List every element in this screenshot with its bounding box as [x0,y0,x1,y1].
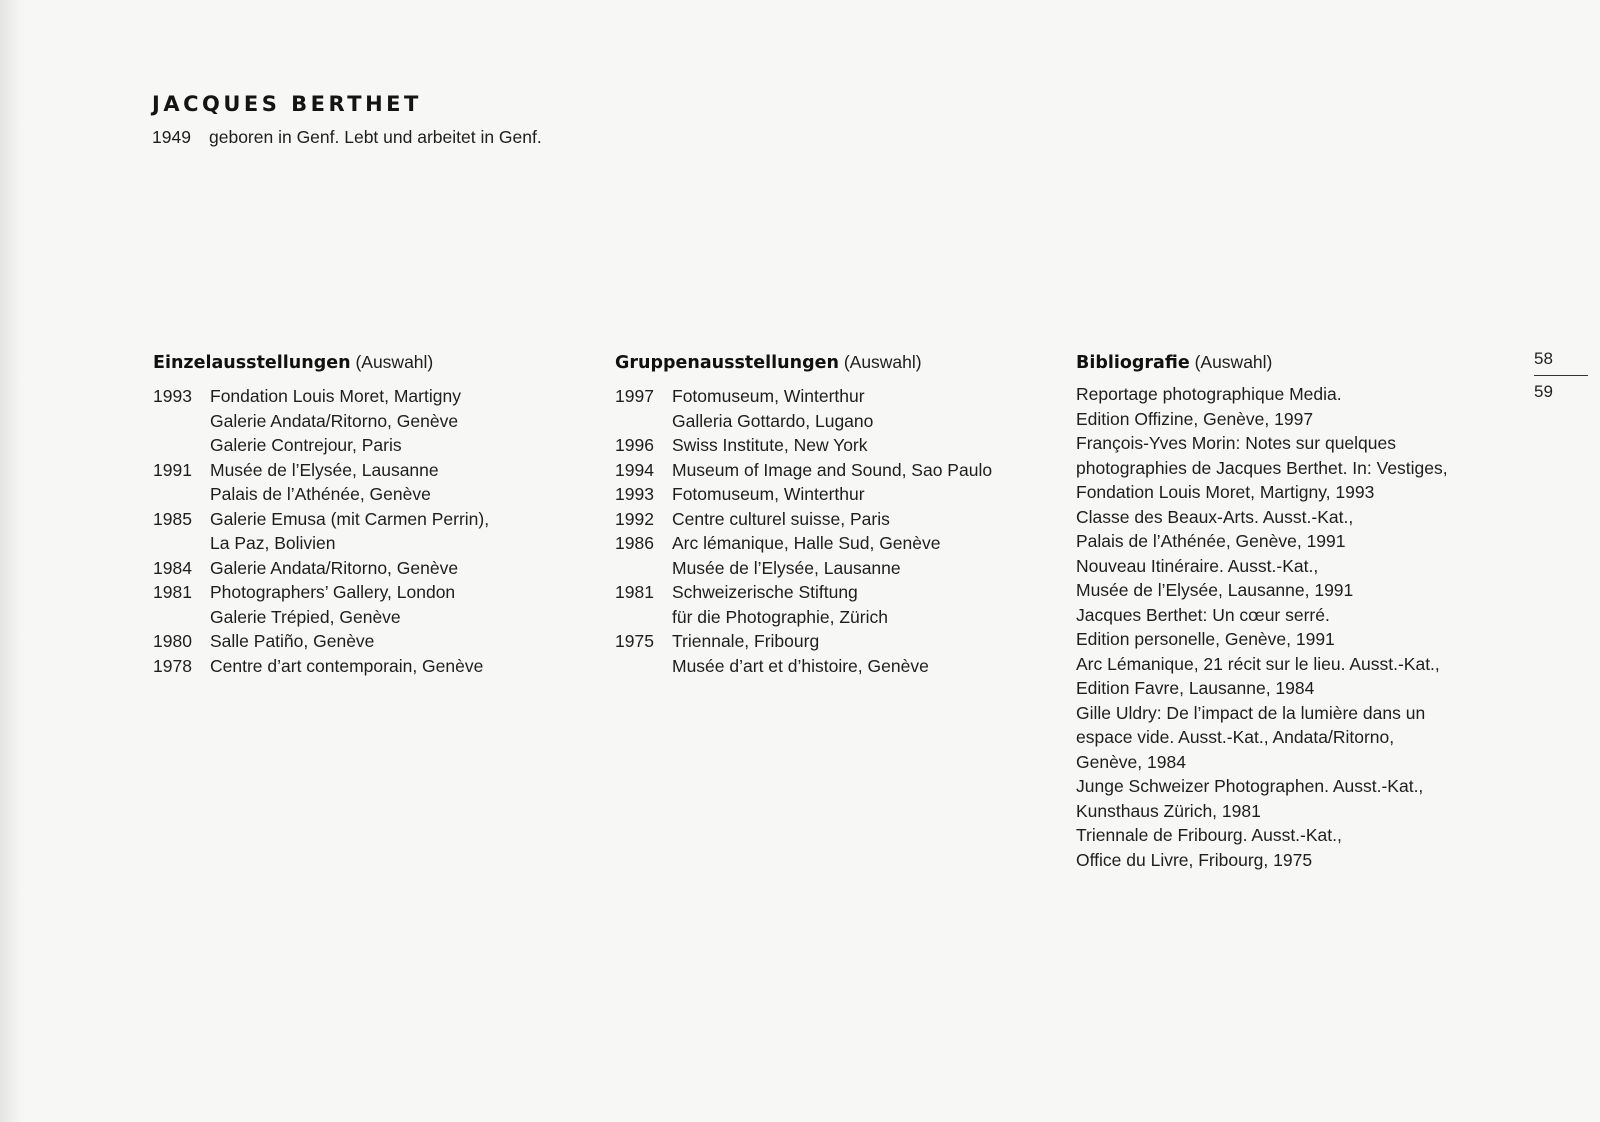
exhibition-entry [153,458,573,507]
section-qualifier: (Auswahl) [1194,352,1273,372]
page-number-divider [1534,375,1588,376]
bibliography-list [1076,382,1516,872]
exhibition-entry [615,580,1045,629]
bibliografie-section [1076,350,1516,872]
entry-venue: Centre culturel suisse, Paris [672,508,890,529]
entry-venues [672,482,1045,507]
bibliography-line: espace vide. Ausst.-Kat., Andata/Ritorno, [1076,727,1395,747]
entry-year: 1985 [153,508,192,529]
entry-year: 1996 [615,435,654,455]
exhibition-entry [153,384,573,458]
section-heading [1076,350,1516,374]
bibliography-line: Arc Lémanique, 21 récit sur le lieu. Ausst.-Kat., [1076,653,1440,674]
exhibition-entry [153,507,573,556]
page-binding-shadow [0,0,22,1122]
entry-venues [210,556,573,581]
section-heading [615,350,1045,374]
entry-venue: Fondation Louis Moret, Martigny [210,386,461,406]
entry-venue: Centre d’art contemporain, Genève [210,655,484,676]
bio-year: 1949 [152,127,191,147]
entry-venue: La Paz, Bolivien [210,533,336,553]
entry-venues [210,384,573,458]
bibliography-line: Kunsthaus Zürich, 1981 [1076,800,1261,821]
bibliography-line: Palais de l’Athénée, Genève, 1991 [1076,531,1346,551]
entry-venues [210,507,573,556]
entry-venues [210,629,573,654]
entry-venue: Fotomuseum, Winterthur [672,386,865,406]
einzelausstellungen-section [153,350,573,678]
entry-year: 1980 [153,631,192,651]
entry-venue: Musée d’art et d’histoire, Genève [672,655,929,676]
entry-year: 1975 [615,631,654,651]
bibliography-line: Edition Favre, Lausanne, 1984 [1076,678,1315,698]
section-title: Gruppenausstellungen [615,353,839,373]
bibliography-line: François-Yves Morin: Notes sur quelques [1076,433,1396,453]
exhibition-entry [615,433,1045,458]
entry-venues [210,654,573,679]
gruppenausstellungen-section [615,350,1045,678]
exhibition-entry [615,384,1045,433]
bibliography-line: Fondation Louis Moret, Martigny, 1993 [1076,482,1375,502]
bibliography-line: Edition Offizine, Genève, 1997 [1076,408,1314,429]
entry-venues [672,507,1045,532]
entry-venues [672,433,1045,458]
entry-venue: Schweizerische Stiftung [672,582,858,602]
bio-text: geboren in Genf. Lebt und arbeitet in Genf. [209,127,542,147]
entry-year: 1994 [615,459,654,480]
exhibition-entry [153,629,573,654]
entry-venue: Swiss Institute, New York [672,435,868,455]
entry-venue: Galerie Trépied, Genève [210,606,401,627]
artist-bio [152,127,542,148]
artist-name: JACQUES BERTHET [152,92,422,116]
entry-venue: Galerie Contrejour, Paris [210,435,402,455]
section-qualifier: (Auswahl) [843,352,922,372]
entry-venue: Fotomuseum, Winterthur [672,484,865,504]
entry-year: 1991 [153,459,192,480]
entry-year: 1986 [615,533,654,553]
entry-venue: Musée de l’Elysée, Lausanne [210,459,439,480]
exhibition-list [615,384,1045,678]
exhibition-entry [153,654,573,679]
bibliography-line: Gille Uldry: De l’impact de la lumière dans un [1076,702,1426,723]
entry-venue: Photographers’ Gallery, London [210,582,456,602]
bibliography-line: Triennale de Fribourg. Ausst.-Kat., [1076,825,1342,845]
exhibition-entry [153,556,573,581]
entry-year: 1997 [615,386,654,406]
entry-venue: Arc lémanique, Halle Sud, Genève [672,533,941,553]
bibliography-line: Musée de l’Elysée, Lausanne, 1991 [1076,580,1354,600]
entry-venues [672,458,1045,483]
page-numbers [1534,347,1596,404]
entry-venue: Galerie Emusa (mit Carmen Perrin), [210,508,490,529]
entry-venue: Galleria Gottardo, Lugano [672,410,874,431]
entry-venues [672,580,1045,629]
entry-venue: Salle Patiño, Genève [210,631,375,651]
section-qualifier: (Auswahl) [355,352,434,372]
bibliography-line: Office du Livre, Fribourg, 1975 [1076,849,1313,870]
bibliography-line: Nouveau Itinéraire. Ausst.-Kat., [1076,555,1319,576]
entry-venues [672,629,1045,678]
entry-year: 1993 [615,484,654,504]
exhibition-entry [615,629,1045,678]
entry-venues [210,458,573,507]
page-number-left: 58 [1534,349,1553,368]
entry-year: 1981 [615,582,654,602]
exhibition-entry [615,458,1045,483]
entry-venue: Musée de l’Elysée, Lausanne [672,557,901,578]
entry-venue: für die Photographie, Zürich [672,606,888,627]
bibliography-line: Junge Schweizer Photographen. Ausst.-Kat., [1076,776,1424,796]
bibliography-line: Genève, 1984 [1076,751,1186,772]
entry-venue: Galerie Andata/Ritorno, Genève [210,410,459,431]
exhibition-entry [615,531,1045,580]
entry-venue: Triennale, Fribourg [672,631,820,651]
exhibition-entry [615,507,1045,532]
section-title: Bibliografie [1076,353,1190,373]
entry-venues [210,580,573,629]
entry-year: 1984 [153,557,192,578]
bibliography-line: Jacques Berthet: Un cœur serré. [1076,604,1330,625]
section-heading [153,350,573,374]
entry-year: 1993 [153,386,192,406]
entry-year: 1981 [153,582,192,602]
entry-year: 1978 [153,655,192,676]
entry-venues [672,531,1045,580]
bibliography-line: Edition personelle, Genève, 1991 [1076,629,1335,649]
exhibition-entry [615,482,1045,507]
bibliography-line: photographies de Jacques Berthet. In: Vestiges, [1076,457,1448,478]
entry-venue: Palais de l’Athénée, Genève [210,484,431,504]
entry-year: 1992 [615,508,654,529]
entry-venues [672,384,1045,433]
entry-venue: Galerie Andata/Ritorno, Genève [210,557,459,578]
bibliography-line: Classe des Beaux-Arts. Ausst.-Kat., [1076,506,1354,527]
exhibition-list [153,384,573,678]
page-number-right: 59 [1534,382,1553,401]
section-title: Einzelausstellungen [153,353,351,373]
entry-venue: Museum of Image and Sound, Sao Paulo [672,459,993,480]
exhibition-entry [153,580,573,629]
bibliography-line: Reportage photographique Media. [1076,384,1342,404]
